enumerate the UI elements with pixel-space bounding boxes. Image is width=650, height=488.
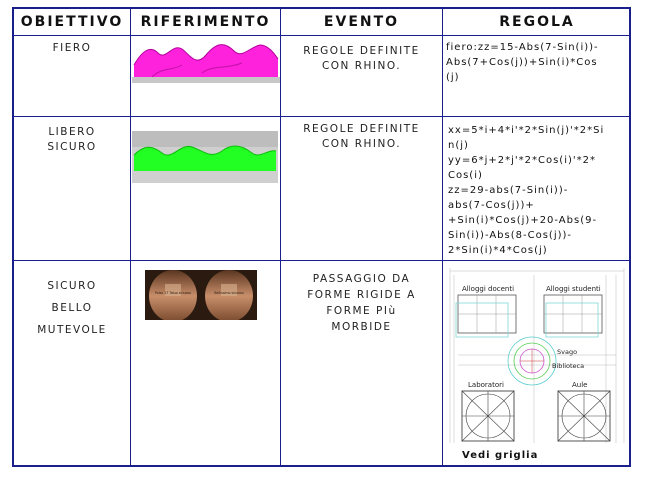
- plan-caption: Vedi griglia: [462, 450, 539, 461]
- table: [12, 7, 631, 467]
- plan-label-alloggi-studenti: Alloggi studenti: [546, 285, 601, 293]
- header-divider: [14, 35, 629, 36]
- header-obiettivo: OBIETTIVO: [20, 14, 124, 30]
- green-surface-render: [132, 131, 278, 183]
- plan-label-svago: Svago: [557, 348, 578, 356]
- evento-row2: REGOLE DEFINITE CON RHINO.: [303, 123, 420, 150]
- header-riferimento: RIFERIMENTO: [140, 14, 271, 30]
- row-divider: [14, 116, 629, 117]
- header-evento: EVENTO: [323, 14, 400, 30]
- magenta-surface-render: [132, 37, 280, 83]
- column-divider: [280, 9, 281, 465]
- photo-label-left: Polso 17 Tatuo sinuoso: [154, 291, 192, 295]
- obiettivo-libero-sicuro: LIBERO SICURO: [47, 126, 97, 153]
- photo-label-right: Bellissimo sinuoso: [214, 291, 244, 295]
- obiettivo-sicuro-bello-mutevole: SICURO BELLO MUTEVOLE: [37, 280, 107, 336]
- regola-row2: xx=5*i+4*i'*2*Sin(j)'*2*Si n(j) yy=6*j+2*j'*2*Cos(i)'*2* Cos(i) zz=29-abs(7-Sin(i))- abs(7-Cos(j))+ +Sin(i)*Cos(j)+20-Abs(9- Sin(i))-Abs(8-Cos(j))- 2*Sin(i)*4*Cos(j): [448, 125, 605, 256]
- column-divider: [442, 9, 443, 465]
- header-regola: REGOLA: [499, 14, 575, 30]
- wrist-tattoo-photo: [145, 270, 257, 320]
- plan-label-biblioteca: Biblioteca: [552, 362, 585, 370]
- obiettivo-fiero: FIERO: [52, 42, 92, 54]
- plan-label-aule: Aule: [572, 381, 588, 389]
- column-divider: [130, 9, 131, 465]
- row-divider: [14, 260, 629, 261]
- campus-floor-plan: [446, 265, 629, 449]
- regola-row1: fiero:zz=15-Abs(7-Sin(i))- Abs(7+Cos(j))+Sin(i)*Cos (j): [446, 42, 599, 83]
- evento-row3: PASSAGGIO DA FORME RIGIDE A FORME PIù MORBIDE: [307, 273, 416, 333]
- plan-label-alloggi-docenti: Alloggi docenti: [462, 285, 515, 293]
- plan-label-laboratori: Laboratori: [468, 381, 504, 389]
- evento-row1: REGOLE DEFINITE CON RHINO.: [303, 45, 420, 72]
